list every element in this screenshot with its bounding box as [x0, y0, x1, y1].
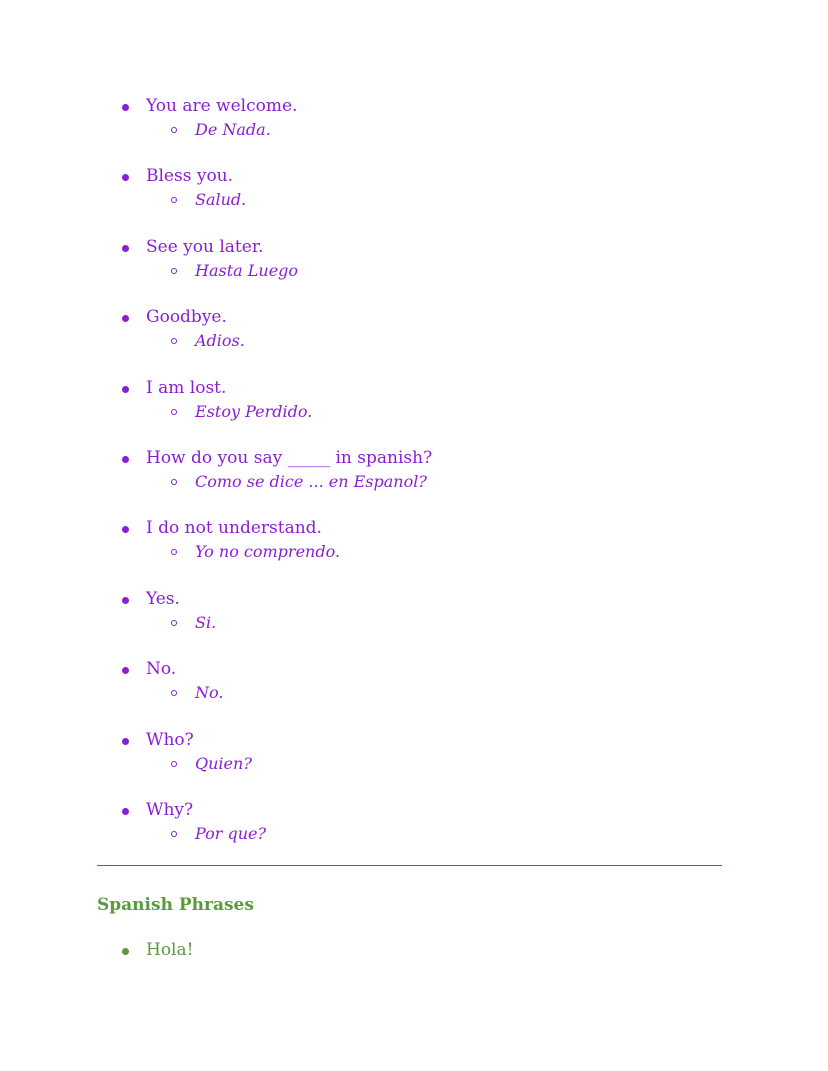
- phrase-item: [0, 446, 828, 516]
- phrase-list: [0, 94, 828, 868]
- section-list: [0, 938, 400, 964]
- section-list-item: [0, 938, 400, 964]
- bullet-dot: [122, 456, 129, 463]
- phrase-item: [0, 235, 828, 305]
- spanish-translation: Como se dice ... en Espanol?: [195, 471, 427, 491]
- english-phrase: No.: [146, 659, 177, 680]
- spanish-translation: Por que?: [195, 823, 267, 843]
- spanish-translation: De Nada.: [195, 120, 271, 139]
- english-phrase: See you later.: [146, 236, 264, 257]
- english-phrase: Bless you.: [146, 166, 234, 187]
- english-phrase: I am lost.: [146, 377, 227, 398]
- bullet-dot: [122, 526, 129, 533]
- phrase-item: [0, 164, 828, 234]
- phrase-item: [0, 305, 828, 375]
- english-phrase: Who?: [146, 729, 194, 750]
- spanish-translation: Si.: [195, 612, 217, 632]
- spanish-translation: Salud.: [195, 190, 247, 210]
- sub-bullet-circle: [171, 549, 177, 555]
- phrase-item: [0, 728, 828, 798]
- english-phrase: Why?: [146, 799, 194, 820]
- english-phrase: You are welcome.: [146, 96, 298, 116]
- bullet-dot: [122, 386, 129, 393]
- sub-bullet-circle: [171, 761, 177, 767]
- phrase-item: [0, 94, 828, 164]
- spanish-translation: Estoy Perdido.: [195, 401, 313, 421]
- phrase-item: [0, 587, 828, 657]
- sub-bullet-circle: [171, 197, 177, 203]
- bullet-dot: [122, 808, 129, 815]
- sub-bullet-circle: [171, 620, 177, 626]
- sub-bullet-circle: [171, 338, 177, 344]
- phrase-item: [0, 376, 828, 446]
- sub-bullet-circle: [171, 479, 177, 485]
- sub-bullet-circle: [171, 409, 177, 415]
- bullet-dot: [122, 667, 129, 674]
- spanish-translation: Hasta Luego: [195, 260, 299, 280]
- sub-bullet-circle: [171, 831, 177, 837]
- spanish-translation: Quien?: [195, 753, 252, 773]
- spanish-translation: Adios.: [195, 331, 245, 351]
- sub-bullet-circle: [171, 268, 177, 274]
- phrase-item: [0, 516, 828, 586]
- phrase-item: [0, 657, 828, 727]
- english-phrase: Yes.: [146, 588, 180, 609]
- bullet-dot: [122, 245, 129, 252]
- spanish-translation: Yo no comprendo.: [195, 542, 341, 562]
- section-heading: Spanish Phrases: [97, 895, 254, 915]
- section-item-text: Hola!: [146, 940, 194, 960]
- bullet-dot: [122, 948, 129, 955]
- bullet-dot: [122, 315, 129, 322]
- english-phrase: I do not understand.: [146, 518, 322, 539]
- bullet-dot: [122, 174, 129, 181]
- spanish-translation: No.: [195, 683, 224, 703]
- bullet-dot: [122, 104, 129, 111]
- phrase-item: [0, 798, 828, 868]
- horizontal-rule: [97, 865, 722, 866]
- sub-bullet-circle: [171, 127, 177, 133]
- bullet-dot: [122, 597, 129, 604]
- sub-bullet-circle: [171, 690, 177, 696]
- english-phrase: Goodbye.: [146, 307, 227, 328]
- bullet-dot: [122, 738, 129, 745]
- english-phrase: How do you say _____ in spanish?: [146, 447, 433, 468]
